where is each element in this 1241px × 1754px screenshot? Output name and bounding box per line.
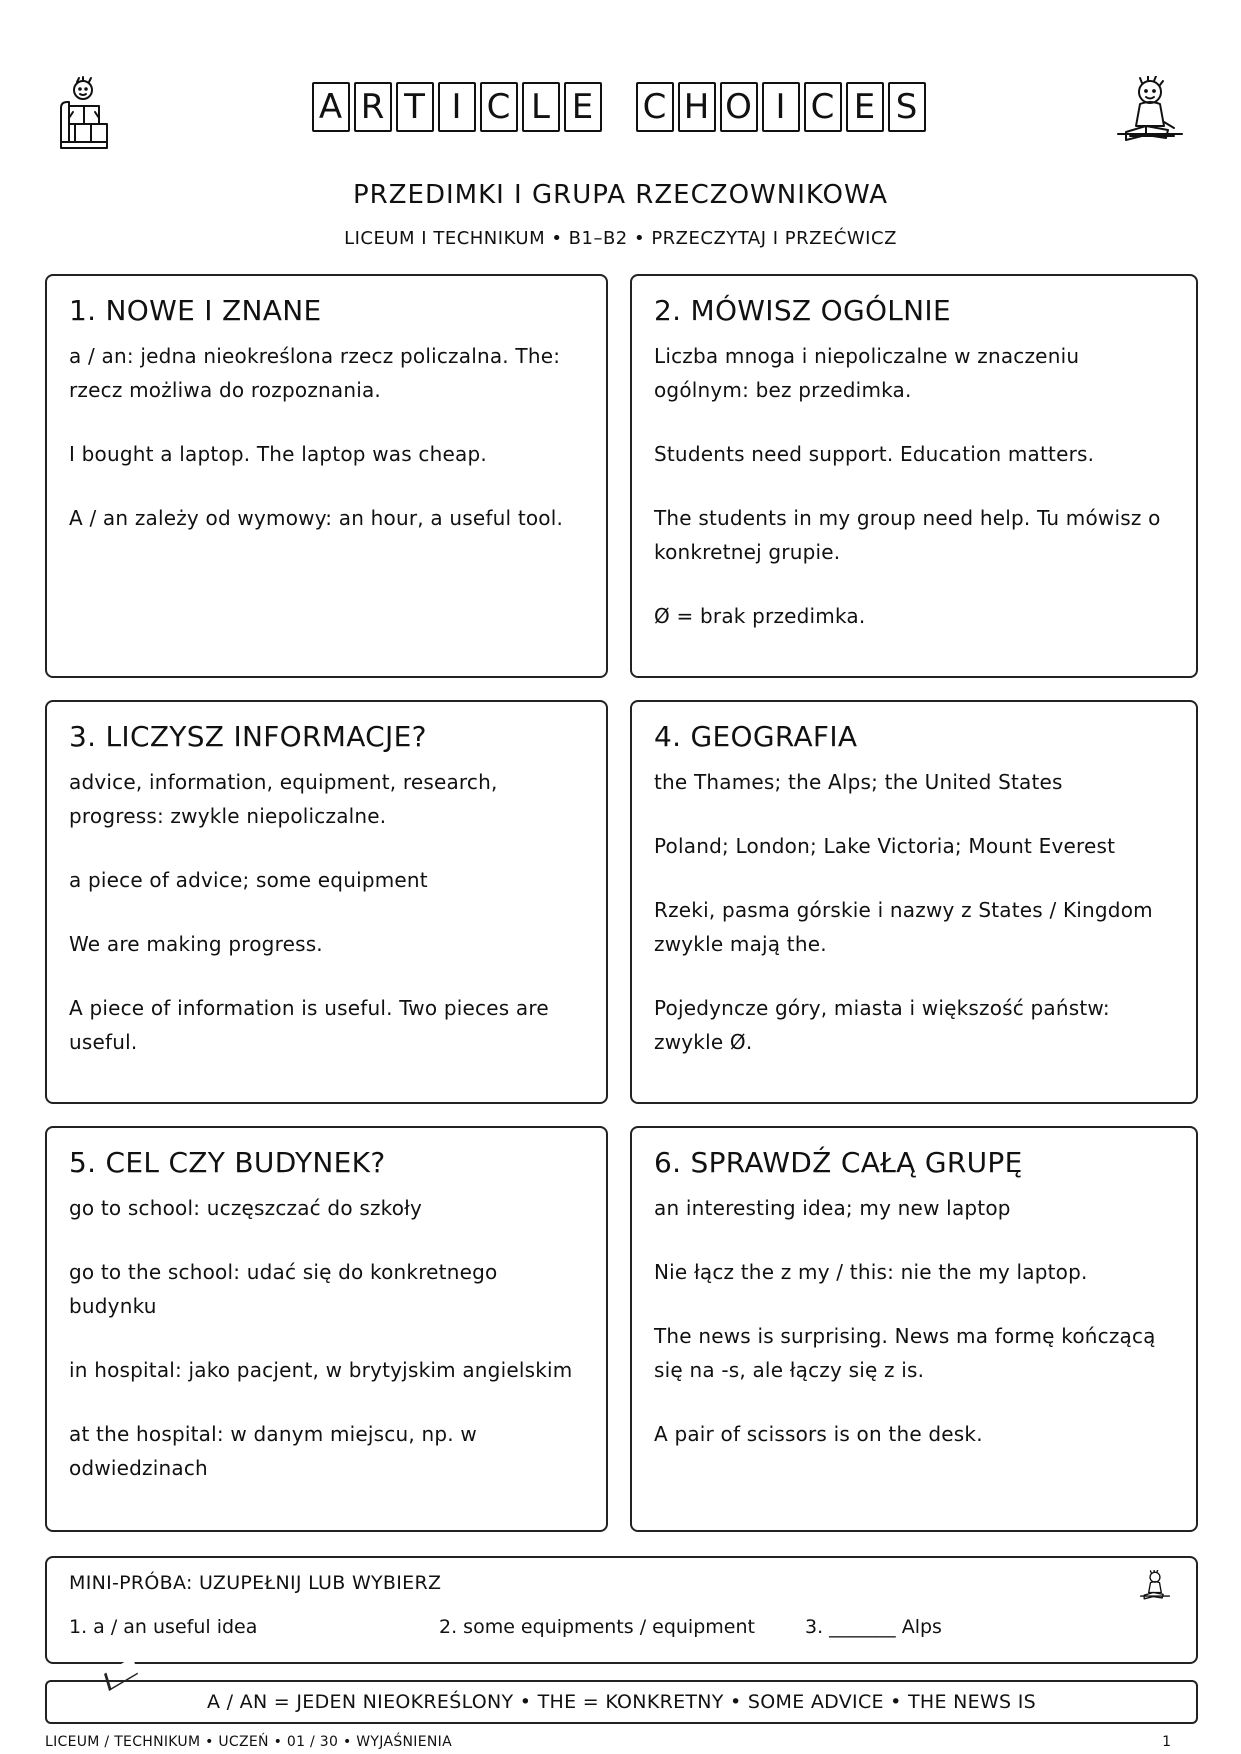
card-line: We are making progress. [69, 932, 323, 956]
card-heading: 2. MÓWISZ OGÓLNIE [654, 294, 951, 327]
footer-info: LICEUM / TECHNIKUM • UCZEŃ • 01 / 30 • WYJAŚNIENIA [45, 1734, 452, 1750]
card-line: go to the school: udać się do konkretnego budynku [69, 1260, 498, 1318]
title-letter: R [354, 82, 392, 132]
card-line: advice, information, equipment, research, progress: zwykle niepoliczalne. [69, 770, 498, 828]
title-letter: L [522, 82, 560, 132]
card-heading: 6. SPRAWDŹ CAŁĄ GRUPĘ [654, 1146, 1023, 1179]
card-line: the Thames; the Alps; the United States [654, 770, 1063, 794]
card-line: A pair of scissors is on the desk. [654, 1422, 983, 1446]
card-line: I bought a laptop. The laptop was cheap. [69, 442, 487, 466]
page-number: 1 [1162, 1734, 1171, 1750]
card-line: A piece of information is useful. Two pieces are useful. [69, 996, 549, 1054]
card-general [630, 274, 1198, 678]
title-letter: H [678, 82, 716, 132]
mini-quiz-box [45, 1556, 1198, 1664]
title-word-2 [636, 82, 930, 132]
title-letter: E [564, 82, 602, 132]
card-heading: 1. NOWE I ZNANE [69, 294, 322, 327]
mini-quiz-title: MINI-PRÓBA: UZUPEŁNIJ LUB WYBIERZ [69, 1572, 442, 1594]
card-purpose-or-building [45, 1126, 608, 1532]
page-subtitle: PRZEDIMKI I GRUPA RZECZOWNIKOWA [352, 180, 889, 210]
card-line: Poland; London; Lake Victoria; Mount Everest [654, 834, 1116, 858]
title-letter: C [804, 82, 842, 132]
title-letter: S [888, 82, 926, 132]
card-line: The news is surprising. News ma formę kończącą się na -s, ale łączy się z is. [654, 1324, 1156, 1382]
card-line: a piece of advice; some equipment [69, 868, 428, 892]
card-line: The students in my group need help. Tu mówisz o konkretnej grupie. [654, 506, 1161, 564]
title-letter: C [636, 82, 674, 132]
page-meta: LICEUM I TECHNIKUM • B1–B2 • PRZECZYTAJ I PRZEĆWICZ [344, 228, 897, 249]
card-line: go to school: uczęszczać do szkoły [69, 1196, 423, 1220]
title-letter: C [480, 82, 518, 132]
title-letter: T [396, 82, 434, 132]
card-new-and-known [45, 274, 608, 678]
card-line: a / an: jedna nieokreślona rzecz policzalna. The: rzecz możliwa do rozpoznania. [69, 344, 561, 402]
card-line: Nie łącz the z my / this: nie the my laptop. [654, 1260, 1088, 1284]
card-counting-information [45, 700, 608, 1104]
card-line: Students need support. Education matters. [654, 442, 1095, 466]
title-letter: I [438, 82, 476, 132]
card-line: Liczba mnoga i niepoliczalne w znaczeniu ogólnym: bez przedimka. [654, 344, 1080, 402]
card-line: in hospital: jako pacjent, w brytyjskim angielskim [69, 1358, 573, 1382]
card-line: A / an zależy od wymowy: an hour, a useful tool. [69, 506, 564, 530]
card-line: Pojedyncze góry, miasta i większość państw: zwykle Ø. [654, 996, 1110, 1054]
card-line: Rzeki, pasma górskie i nazwy z States / Kingdom zwykle mają the. [654, 898, 1153, 956]
card-heading: 3. LICZYSZ INFORMACJE? [69, 720, 427, 753]
title-letter: O [720, 82, 758, 132]
card-check-whole-group [630, 1126, 1198, 1532]
card-line: Ø = brak przedimka. [654, 604, 866, 628]
title-letter: I [762, 82, 800, 132]
card-line: an interesting idea; my new laptop [654, 1196, 1011, 1220]
title-letter: E [846, 82, 884, 132]
mini-quiz-item-1[interactable]: 1. a / an useful idea [69, 1616, 258, 1638]
title-letter: A [312, 82, 350, 132]
title-letter-boxes [0, 76, 1241, 138]
card-line: at the hospital: w danym miejscu, np. w odwiedzinach [69, 1422, 477, 1480]
mini-quiz-item-3[interactable]: 3. _______ Alps [805, 1616, 942, 1638]
card-geography [630, 700, 1198, 1104]
summary-bar: A / AN = JEDEN NIEOKREŚLONY • THE = KONKRETNY • SOME ADVICE • THE NEWS IS [45, 1680, 1198, 1724]
title-word-1 [312, 82, 606, 132]
card-heading: 5. CEL CZY BUDYNEK? [69, 1146, 386, 1179]
card-heading: 4. GEOGRAFIA [654, 720, 858, 753]
writing-boy-icon [1137, 1570, 1173, 1606]
mini-quiz-item-2[interactable]: 2. some equipments / equipment [439, 1616, 755, 1638]
